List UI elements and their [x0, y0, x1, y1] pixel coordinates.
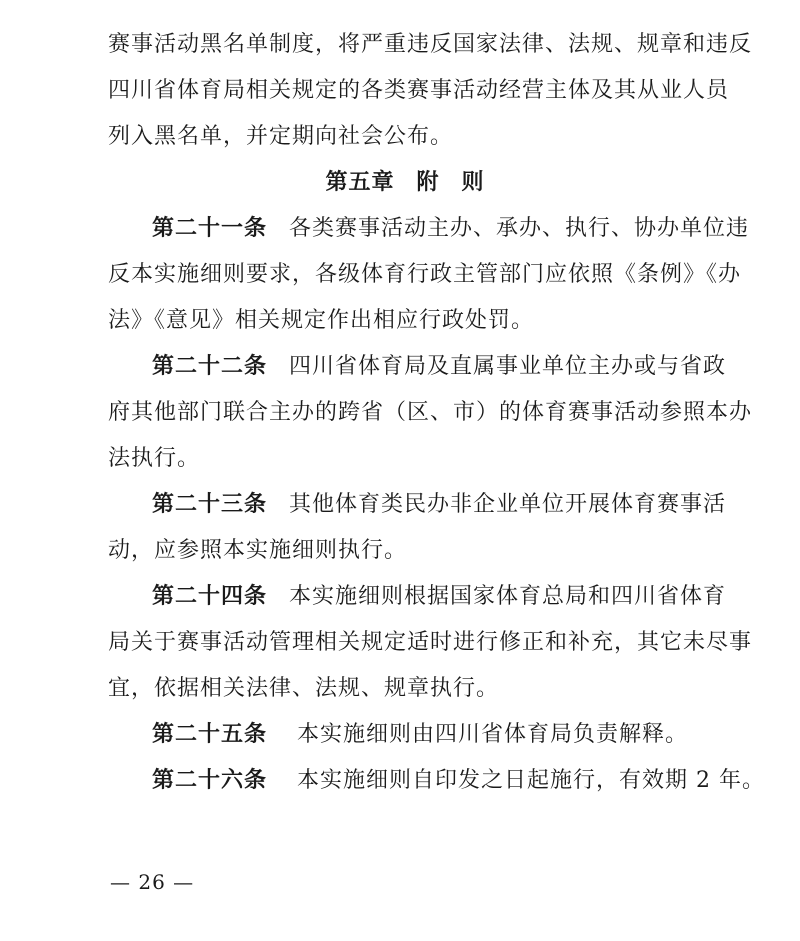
- article-first-line: [108, 482, 727, 528]
- article-first-line: [108, 344, 727, 390]
- article-text: 本实施细则根据国家体育总局和四川省体育: [289, 584, 727, 609]
- chapter-heading: [108, 160, 702, 206]
- article-number: 第二十二条: [152, 354, 268, 379]
- article-text-line: 法执行。: [108, 446, 201, 471]
- article-number: 第二十五条: [152, 722, 268, 747]
- article-text-line: 法》《意见》相关规定作出相应行政处罚。: [108, 308, 535, 333]
- chapter-title-char: 附: [416, 170, 440, 195]
- page-number: — 26 —: [110, 870, 195, 894]
- article-first-line: [108, 206, 750, 252]
- article-text: 本实施细则自印发之日起施行，有效期 2 年。: [297, 768, 766, 793]
- body-line: 列入黑名单，并定期向社会公布。: [108, 124, 454, 149]
- chapter-number: 第五章: [325, 170, 395, 195]
- article-text: 其他体育类民办非企业单位开展体育赛事活: [289, 492, 727, 517]
- chapter-title-char: 则: [461, 170, 485, 195]
- body-line: 四川省体育局相关规定的各类赛事活动经营主体及其从业人员: [108, 78, 730, 103]
- article-first-line: [108, 758, 766, 804]
- article-first-line: [108, 574, 727, 620]
- document-body: [108, 22, 766, 804]
- article-number: 第二十四条: [152, 584, 268, 609]
- article-text-line: 宜，依据相关法律、法规、规章执行。: [108, 676, 500, 701]
- article-text: 本实施细则由四川省体育局负责解释。: [297, 722, 689, 747]
- article-number: 第二十一条: [152, 216, 268, 241]
- article-text: 四川省体育局及直属事业单位主办或与省政: [289, 354, 727, 379]
- article-text-line: 局关于赛事活动管理相关规定适时进行修正和补充，其它未尽事: [108, 630, 753, 655]
- article-number: 第二十六条: [152, 768, 268, 793]
- article-text-line: 动，应参照本实施细则执行。: [108, 538, 408, 563]
- article-text-line: 反本实施细则要求，各级体育行政主管部门应依照《条例》《办: [108, 262, 742, 287]
- article-text: 各类赛事活动主办、承办、执行、协办单位违: [289, 216, 750, 241]
- article-number: 第二十三条: [152, 492, 268, 517]
- body-line: 赛事活动黑名单制度，将严重违反国家法律、法规、规章和违反: [108, 32, 753, 57]
- article-first-line: [108, 712, 702, 758]
- article-text-line: 府其他部门联合主办的跨省（区、市）的体育赛事活动参照本办: [108, 400, 753, 425]
